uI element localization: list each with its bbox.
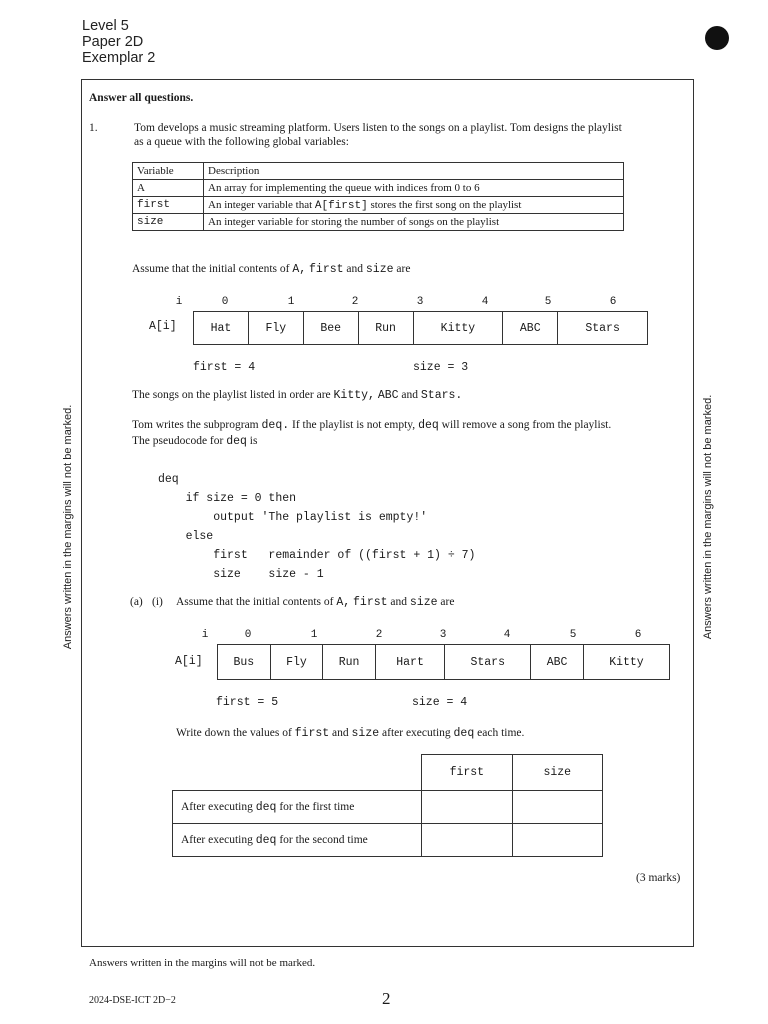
pseudo-text	[132, 435, 257, 448]
array-cell: ABC	[503, 312, 558, 345]
array-cell: Hart	[375, 645, 444, 680]
code-line: deq	[158, 473, 179, 486]
code: first	[294, 727, 330, 740]
index-label: i	[175, 296, 183, 308]
answer-first-cell-1[interactable]	[422, 791, 512, 824]
part-a-sub-label: (i)	[152, 596, 163, 608]
question-intro-line2: as a queue with the following global variables:	[134, 136, 349, 148]
code: deq	[255, 833, 277, 847]
deq-text	[132, 419, 611, 432]
code: deq.	[261, 419, 290, 432]
array-cell: Bee	[303, 312, 358, 345]
index-cell: 0	[244, 629, 252, 641]
code-line: size size - 1	[158, 568, 324, 581]
text: will remove a song from the playlist.	[438, 419, 612, 431]
answer-first-cell-2[interactable]	[422, 824, 512, 857]
row-label	[173, 824, 422, 857]
index-label: i	[201, 629, 209, 641]
question-intro-line1: Tom develops a music streaming platform. Users listen to the songs on a playlist. Tom designs the playlist	[134, 122, 622, 134]
answer-size-cell-2[interactable]	[512, 824, 602, 857]
array-row	[194, 312, 648, 345]
part-a-label: (a)	[130, 596, 143, 608]
marks-label: (3 marks)	[636, 872, 681, 884]
margin-note-right: Answers written in the margins will not be marked.	[702, 394, 714, 640]
index-cell: 2	[351, 296, 359, 308]
array-cell: Run	[358, 312, 413, 345]
text: and	[329, 727, 352, 739]
margin-note-left: Answers written in the margins will not be marked.	[62, 404, 74, 650]
text: Tom writes the subprogram	[132, 419, 262, 431]
text: each time.	[474, 727, 525, 739]
col-first-header: first	[422, 755, 512, 791]
index-cell: 5	[569, 629, 577, 641]
text: are	[393, 263, 411, 275]
blank-cell	[173, 755, 422, 791]
variable-table	[132, 162, 624, 231]
text: for the first time	[276, 800, 355, 813]
text: Write down the values of	[176, 727, 295, 739]
text: After executing	[181, 800, 256, 813]
var-name: first	[133, 197, 204, 214]
var-name: size	[133, 214, 204, 231]
text: If the playlist is not empty,	[289, 419, 419, 431]
table-header-row	[133, 163, 624, 180]
write-instruction	[176, 727, 524, 740]
paper-header	[82, 18, 155, 66]
code: A,	[292, 263, 307, 276]
instruction: Answer all questions.	[89, 92, 194, 104]
row-label	[173, 791, 422, 824]
text: is	[246, 435, 258, 447]
index-cell: 6	[609, 296, 617, 308]
text: Assume that the initial contents of	[132, 263, 293, 275]
pseudocode-block	[158, 470, 475, 584]
code-line: if size = 0 then	[158, 492, 297, 505]
text: after executing	[379, 727, 454, 739]
code: size	[409, 596, 438, 609]
page-number: 2	[382, 989, 391, 1008]
code-line: first remainder of ((first + 1) ÷ 7)	[158, 549, 476, 562]
array1-row-label: A[i]	[149, 320, 177, 333]
desc-text: stores the first song on the playlist	[367, 198, 522, 211]
array-row	[218, 645, 670, 680]
exemplar-label: Exemplar 2	[82, 50, 156, 66]
text: The songs on the playlist listed in order are	[132, 389, 334, 401]
code: deq	[418, 419, 439, 432]
index-cell: 1	[287, 296, 295, 308]
question-number: 1.	[89, 122, 98, 134]
assume-text-2	[176, 596, 454, 609]
corner-marker-dot	[705, 26, 729, 50]
index-cell: 6	[634, 629, 642, 641]
var-desc	[204, 197, 624, 214]
code-line: output 'The playlist is empty!'	[158, 511, 428, 524]
code: first	[309, 263, 344, 276]
header-variable: Variable	[133, 163, 204, 180]
array-cell: ABC	[531, 645, 584, 680]
index-cell: 4	[503, 629, 511, 641]
code: A,	[336, 596, 351, 609]
code-line: else	[158, 530, 214, 543]
text: and	[398, 389, 421, 401]
answer-row	[173, 824, 603, 857]
level-label: Level 5	[82, 18, 129, 34]
footer-margin-note: Answers written in the margins will not be marked.	[89, 957, 316, 969]
text: and	[387, 596, 410, 608]
array-cell: Fly	[248, 312, 303, 345]
text: The pseudocode for	[132, 435, 227, 447]
code: deq	[255, 800, 277, 814]
desc-code: A[first]	[314, 199, 368, 212]
array-cell: Bus	[218, 645, 271, 680]
array-cell: Run	[323, 645, 376, 680]
var-name	[133, 180, 204, 197]
text: for the second time	[276, 833, 368, 846]
code: Stars.	[420, 389, 463, 402]
code: size	[365, 263, 394, 276]
array-cell: Hat	[194, 312, 249, 345]
text: Assume that the initial contents of	[176, 596, 337, 608]
index-cell: 3	[416, 296, 424, 308]
header-description: Description	[204, 163, 624, 180]
answer-row	[173, 791, 603, 824]
code: first	[353, 596, 388, 609]
array2-row-label: A[i]	[175, 655, 203, 668]
answer-size-cell-1[interactable]	[512, 791, 602, 824]
text: After executing	[181, 833, 256, 846]
array-cell: Stars	[445, 645, 531, 680]
array-cell: Kitty	[583, 645, 669, 680]
var-desc: An array for implementing the queue with indices from 0 to 6	[204, 180, 624, 197]
index-cell: 3	[439, 629, 447, 641]
index-cell: 4	[481, 296, 489, 308]
table-row	[133, 180, 624, 197]
array1-first: first = 4	[193, 361, 256, 374]
array1-table	[193, 311, 648, 345]
code: deq	[453, 727, 475, 740]
index-cell: 1	[310, 629, 318, 641]
var-desc: An integer variable for storing the number of songs on the playlist	[204, 214, 624, 231]
array2-first: first = 5	[216, 696, 279, 709]
text: are	[437, 596, 455, 608]
answer-header-row	[173, 755, 603, 791]
index-cell: 0	[221, 296, 229, 308]
code: ABC	[377, 389, 399, 402]
array-cell: Fly	[270, 645, 323, 680]
desc-text: An integer variable that	[208, 198, 315, 211]
col-size-header: size	[512, 755, 602, 791]
footer-code: 2024-DSE-ICT 2D−2	[89, 995, 176, 1006]
code: size	[351, 727, 380, 740]
array1-size: size = 3	[413, 361, 469, 374]
array-cell: Kitty	[413, 312, 503, 345]
array2-table	[217, 644, 670, 680]
answer-table	[172, 754, 603, 857]
index-cell: 2	[375, 629, 383, 641]
songs-text	[132, 389, 462, 402]
paper-label: Paper 2D	[82, 34, 144, 50]
code: Kitty,	[333, 389, 375, 402]
assume-text-1	[132, 263, 410, 276]
text: and	[343, 263, 366, 275]
table-row	[133, 214, 624, 231]
table-row	[133, 197, 624, 214]
array2-size: size = 4	[412, 696, 468, 709]
code: deq	[226, 435, 247, 448]
index-cell: 5	[544, 296, 552, 308]
array-cell: Stars	[558, 312, 648, 345]
var-name-text: A	[137, 182, 145, 194]
